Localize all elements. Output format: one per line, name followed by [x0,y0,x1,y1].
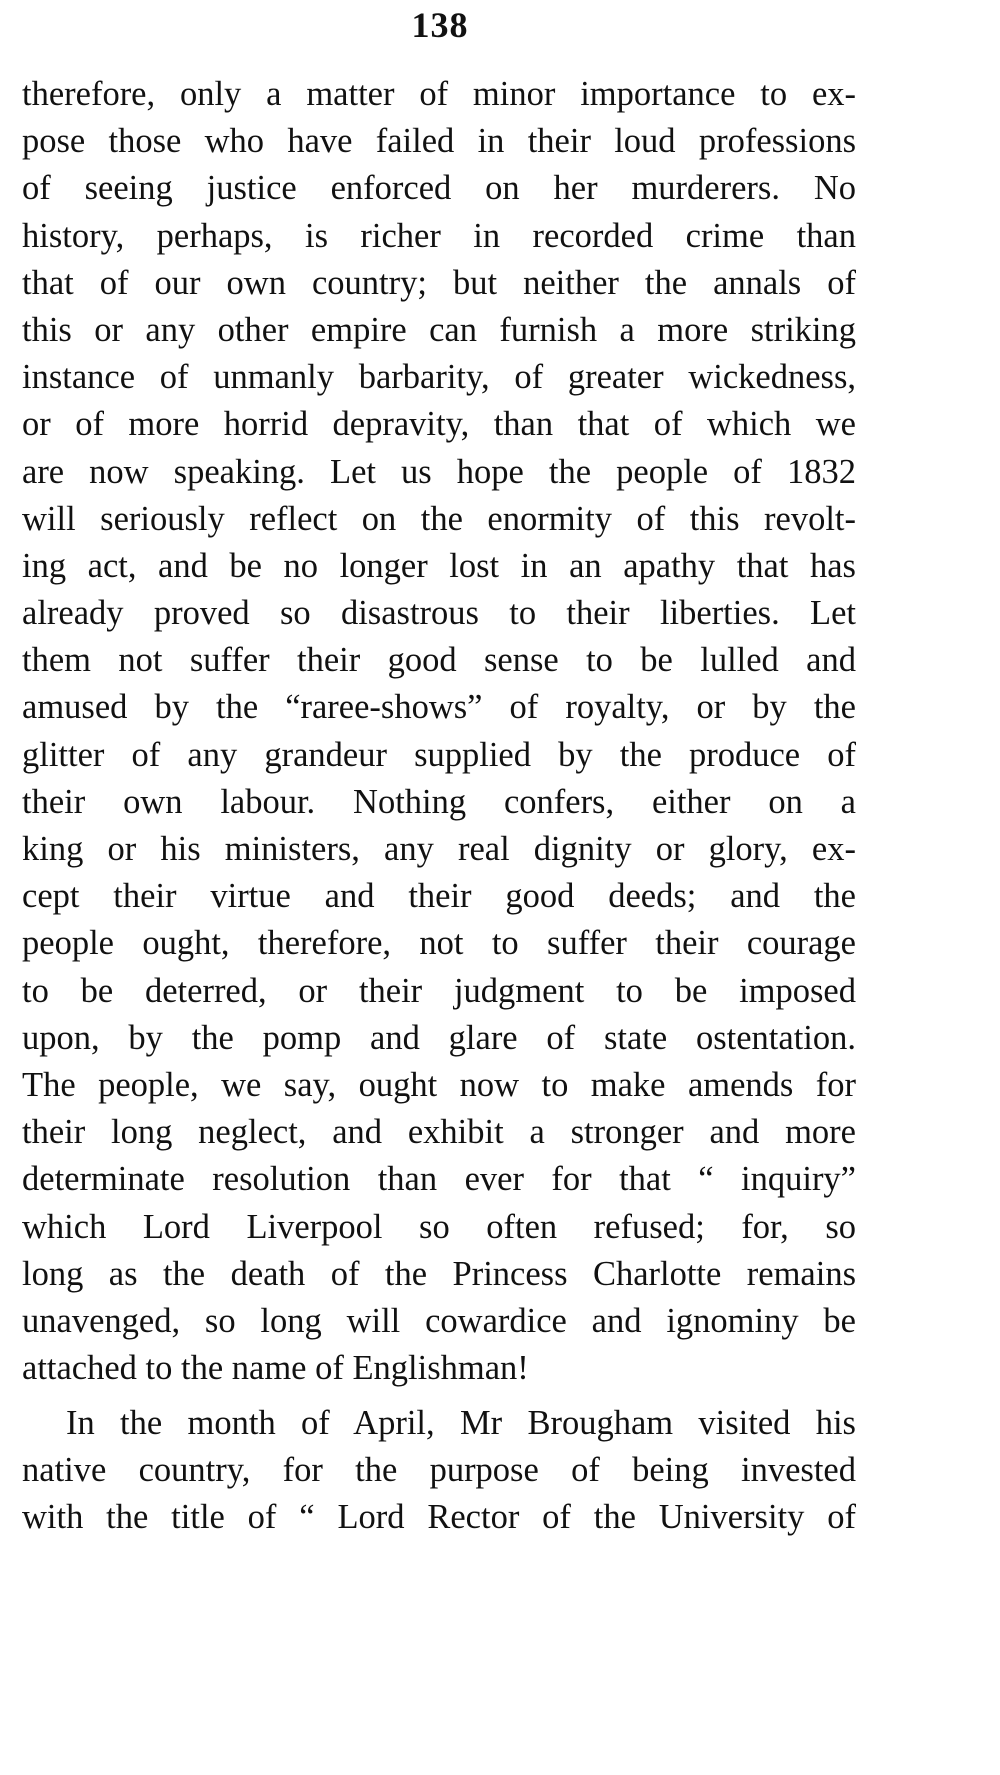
text-line: The people, we say, ought now to make amends for [22,1065,856,1104]
text-line: will seriously reflect on the enormity of this revolt- [22,499,856,538]
text-line: determinate resolution than ever for that “ inquiry” [22,1160,856,1199]
text-line: pose those who have failed in their loud professions [22,122,856,161]
text-line: that of our own country; but neither the annals of [22,263,856,302]
text-line: of seeing justice enforced on her murderers. No [22,169,856,208]
text-line: or of more horrid depravity, than that of which we [22,405,856,444]
page-number: 138 [411,5,469,45]
text-line: people ought, therefore, not to suffer their courage [22,924,856,963]
text-line: In the month of April, Mr Brougham visited his [66,1404,856,1442]
text-line: unavenged, so long will cowardice and ignominy be [22,1301,856,1340]
text-line: attached to the name of Englishman! [22,1349,529,1388]
text-line: to be deterred, or their judgment to be imposed [22,971,856,1010]
text-line: glitter of any grandeur supplied by the produce of [22,735,856,774]
text-line: instance of unmanly barbarity, of greater wickedness, [22,358,856,397]
text-line: native country, for the purpose of being invested [22,1451,856,1490]
text-line: already proved so disastrous to their liberties. Let [22,594,856,633]
text-line: cept their virtue and their good deeds; and the [22,877,856,916]
text-line: are now speaking. Let us hope the people of 1832 [22,452,856,491]
paragraph-2 [22,1400,856,1542]
text-line: amused by the “raree-shows” of royalty, or by the [22,688,856,727]
text-line: history, perhaps, is richer in recorded crime than [22,216,856,255]
text-line: this or any other empire can furnish a more striking [22,310,856,349]
text-line: their own labour. Nothing confers, either on a [22,782,856,821]
text-line: therefore, only a matter of minor importance to ex- [22,75,856,113]
text-line: long as the death of the Princess Charlotte remains [22,1254,856,1293]
text-line: king or his ministers, any real dignity or glory, ex- [22,830,856,868]
text-line: ing act, and be no longer lost in an apathy that has [22,546,856,585]
text-line: upon, by the pomp and glare of state ostentation. [22,1018,856,1057]
paragraph-1 [22,71,856,1392]
text-line: which Lord Liverpool so often refused; for, so [22,1207,856,1246]
text-line: their long neglect, and exhibit a stronger and more [22,1113,856,1152]
text-line: with the title of “ Lord Rector of the University of [22,1498,856,1537]
text-line: them not suffer their good sense to be lulled and [22,641,856,680]
